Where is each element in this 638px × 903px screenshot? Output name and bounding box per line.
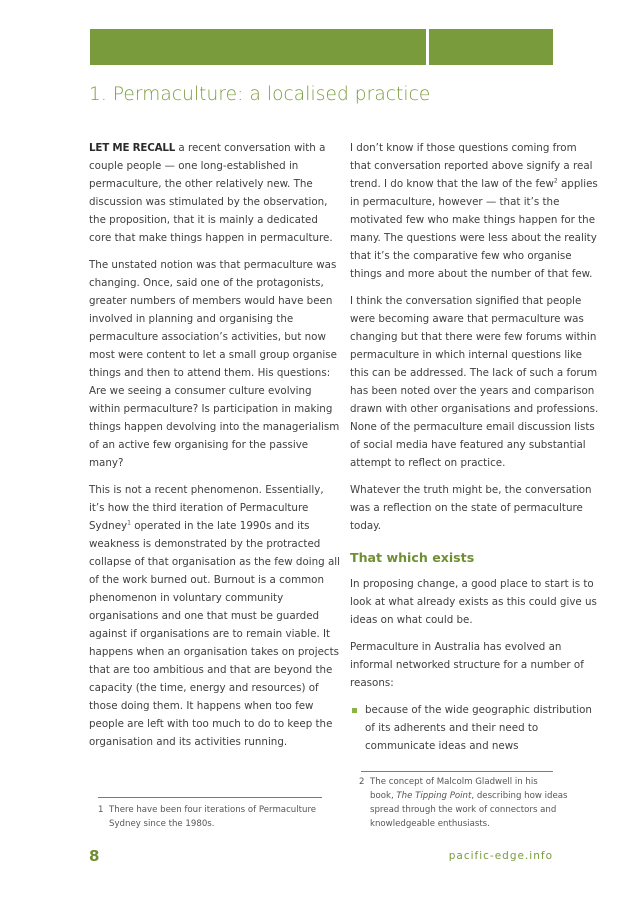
footnote-1: 1 There have been four iterations of Permaculture Sydney since the 1980s.	[98, 805, 317, 829]
footnote-number: 2	[359, 777, 365, 787]
paragraph: The unstated notion was that permaculture was changing. Once, said one of the protagonists, greater numbers of members would have been involved in planning and organising the permaculture association’s activities, but now most were content to let a small group organise things and then to attend them. His questions: Are we seeing a consumer culture evolving within permaculture? Is participation in making things happen devolving into the managerialism of an active few organising for the passive many?	[89, 259, 340, 469]
footnote-2: 2 The concept of Malcolm Gladwell in his book, The Tipping Point, describing how ideas spread through the work of connectors and knowledgeable enthusiasts.	[359, 777, 568, 829]
book-title: The Tipping Point	[396, 791, 472, 801]
paragraph: Whatever the truth might be, the conversation was a reflection on the state of permaculture today.	[350, 484, 592, 532]
paragraph: Permaculture in Australia has evolved an informal networked structure for a number of reasons:	[350, 641, 584, 689]
paragraph: I think the conversation signified that people were becoming aware that permaculture was changing but that there were few forums within permaculture in which internal questions like this can be addressed. The lack of such a forum has been noted over the years and comparison drawn with other organisations and professions. None of the permaculture email discussion lists of social media have featured any substantial attempt to reflect on practice.	[350, 295, 599, 469]
paragraph: I don’t know if those questions coming from that conversation reported above signify a real trend. I do know that the law of the few$^2$ applies in permaculture, however — that it’s the motivated few who make things happen for the many. The questions were less about the reality that it’s the comparative few who organise things and more about the number of that few.	[350, 142, 598, 280]
footnote-divider	[361, 771, 553, 772]
bullet-item: because of the wide geographic distribution of its adherents and their need to communicate ideas and news	[350, 701, 600, 755]
footnote-divider	[98, 797, 322, 798]
page-title: 1. Permaculture: a localised practice	[89, 84, 431, 105]
left-column	[89, 139, 340, 760]
page-number: 8	[89, 847, 100, 865]
paragraph: LET ME RECALL a recent conversation with a couple people — one long-established in permaculture, the other relatively new. The discussion was stimulated by the observation, the proposition, that it is mainly a dedicated core that make things happen in permaculture.	[89, 142, 333, 244]
lead-in: LET ME RECALL	[89, 142, 176, 154]
header-band-accent	[429, 29, 553, 65]
footnote-number: 1	[98, 805, 104, 815]
paragraph: This is not a recent phenomenon. Essentially, it’s how the third iteration of Permaculture Sydney$^1$ operated in the late 1990s and its weakness is demonstrated by the protracted collapse of that organisation as the few doing all of the work burned out. Burnout is a common phenomenon in voluntary community organisations and one that must be guarded against if organisations are to remain viable. It happens when an organisation takes on projects that are too ambitious and that are beyond the capacity (the time, energy and resources) of those doing them. It happens when too few people are left with too much to do to keep the organisation and its activities running.	[89, 484, 340, 748]
footnote-ref: 2	[553, 177, 558, 185]
paragraph: In proposing change, a good place to start is to look at what already exists as this could give us ideas on what could be.	[350, 578, 597, 626]
footnote-ref: 1	[127, 519, 131, 527]
square-bullet-icon	[352, 708, 357, 713]
header-band	[90, 29, 426, 65]
section-heading: That which exists	[350, 550, 475, 565]
right-column	[350, 139, 600, 755]
site-url: pacific-edge.info	[448, 850, 553, 862]
